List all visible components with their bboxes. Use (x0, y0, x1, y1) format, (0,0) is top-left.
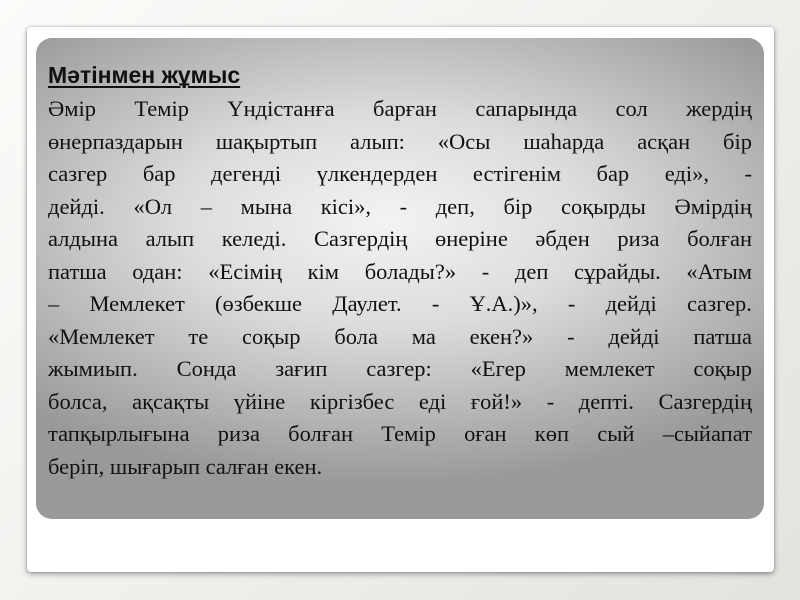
word: Әмірдің (674, 193, 752, 219)
word: дегенді (211, 161, 282, 186)
word: естігенім (472, 161, 561, 186)
word: ғой!» (470, 388, 523, 414)
word: «Атым (686, 258, 752, 284)
word: – (48, 291, 60, 316)
word: Темір (134, 96, 189, 121)
word: – (200, 193, 213, 219)
paragraph-line (48, 93, 752, 126)
word: болса, (48, 388, 108, 414)
word: патша (693, 323, 752, 349)
word: көп (534, 421, 570, 446)
word: деп, (435, 193, 475, 219)
word: ма (411, 323, 436, 349)
word: дейді. (48, 193, 105, 219)
word: бола (334, 323, 378, 349)
word: соқыр (242, 323, 301, 349)
word: болған (288, 421, 354, 446)
word: Сазгердің (313, 226, 408, 251)
word: сол (615, 96, 648, 121)
word: Сазгердің (658, 388, 752, 414)
paragraph-line (48, 353, 752, 386)
slide-heading: Мәтінмен жұмыс (48, 62, 241, 88)
word: келеді. (221, 226, 287, 251)
word: шаһарда (523, 128, 605, 154)
paragraph-line: беріп, шығарып салған екен. (48, 453, 323, 479)
word: те (188, 323, 209, 349)
word: «Осы (437, 128, 491, 154)
word: мына (240, 193, 293, 219)
word: «Ол (133, 193, 173, 219)
word: «Егер (470, 356, 526, 381)
word: кісі», (320, 193, 371, 219)
word: «Есімің (208, 258, 282, 284)
word: Ұ.А.)», (469, 291, 538, 316)
word: Мемлекет (89, 291, 185, 316)
word: соқырды (561, 193, 646, 219)
word: барған (373, 96, 437, 121)
word: алып (145, 226, 195, 251)
word: ақсақты (132, 388, 210, 414)
word: - (567, 291, 576, 316)
word: бір (503, 193, 533, 219)
word: бір (723, 128, 752, 154)
word: үйіне (233, 388, 286, 414)
word: соқыр (693, 356, 752, 381)
word: жердің (686, 96, 752, 121)
word: шақыртып (215, 128, 318, 154)
paragraph-line (48, 418, 752, 451)
word: бар (142, 161, 176, 186)
word: мемлекет (564, 356, 655, 381)
word: «Мемлекет (48, 323, 155, 349)
word: деп (514, 258, 549, 284)
word: еді (418, 388, 447, 414)
paragraph-line (48, 126, 752, 159)
paragraph-line (48, 321, 752, 354)
word: үлкендерден (316, 161, 438, 186)
word: әбден (535, 226, 590, 251)
word: сазгер: (366, 356, 432, 381)
word: одан: (132, 258, 183, 284)
paragraph-line (48, 158, 752, 191)
paragraph-line (48, 386, 752, 419)
word: сазгер (48, 161, 108, 186)
word: жымиып. (48, 356, 138, 381)
word: - (431, 291, 440, 316)
word: дейді (608, 323, 660, 349)
word: Әмір (48, 96, 96, 121)
text-panel (36, 38, 764, 519)
word: зағип (275, 356, 328, 381)
word: (өзбекше (215, 291, 303, 316)
paragraph (48, 93, 752, 483)
word: кіргізбес (309, 388, 395, 414)
word: сазгер. (686, 291, 752, 316)
paragraph-line (48, 191, 752, 224)
word: болады?» (364, 258, 457, 284)
word: асқан (637, 128, 691, 154)
word: болған (687, 226, 752, 251)
word: Даулет. (332, 291, 402, 316)
word: Үндістанға (227, 96, 335, 121)
word: - (567, 323, 575, 349)
word: сапарында (475, 96, 578, 121)
word: Темір (381, 421, 436, 446)
word: дейді (605, 291, 657, 316)
paragraph-line (48, 256, 752, 289)
word: сый (597, 421, 635, 446)
word: екен?» (469, 323, 534, 349)
word: тапқырлығына (48, 421, 190, 446)
word: - (399, 193, 408, 219)
word: Сонда (176, 356, 237, 381)
word: оған (464, 421, 507, 446)
word: риза (617, 226, 660, 251)
word: кім (307, 258, 340, 284)
word: риза (217, 421, 260, 446)
paragraph-line (48, 288, 752, 321)
word: –сыйапат (662, 421, 752, 446)
word: - (546, 388, 555, 414)
word: алдына (48, 226, 119, 251)
word: бар (596, 161, 630, 186)
word: алып: (350, 128, 405, 154)
paragraph-line (48, 223, 752, 256)
word: өнерпаздарын (48, 128, 183, 154)
word: сұрайды. (574, 258, 661, 284)
word: - (481, 258, 490, 284)
word: - (744, 161, 752, 186)
word: депті. (578, 388, 634, 414)
word: өнеріне (435, 226, 508, 251)
word: патша (48, 258, 107, 284)
word: еді», (664, 161, 709, 186)
